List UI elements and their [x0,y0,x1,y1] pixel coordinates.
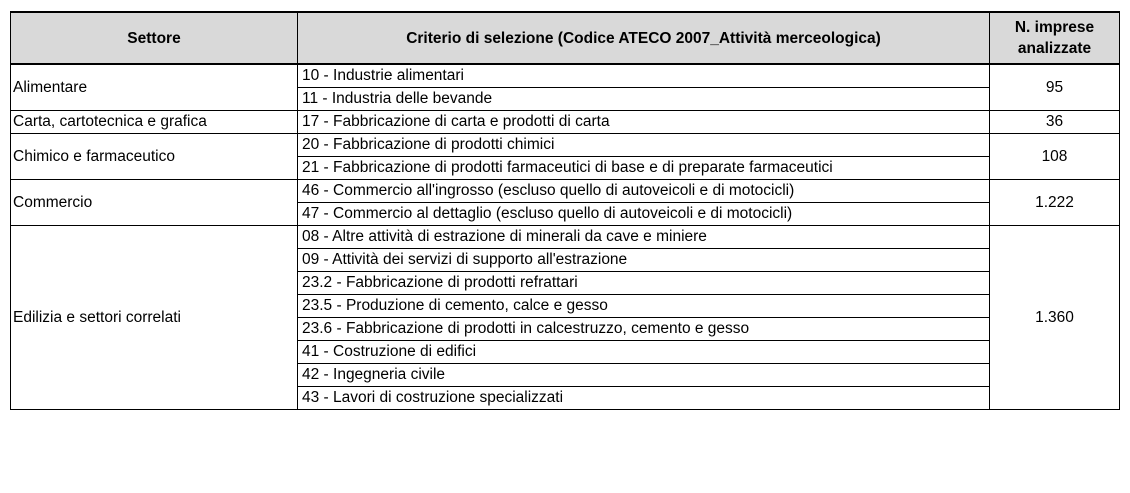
criterion-cell: 23.6 - Fabbricazione di prodotti in calcestruzzo, cemento e gesso [298,318,990,341]
header-settore: Settore [11,12,298,64]
table-row [11,180,1120,203]
table-body [11,64,1120,410]
header-row [11,12,1120,64]
criterion-cell: 43 - Lavori di costruzione specializzati [298,387,990,410]
table-header [11,12,1120,64]
header-n-imprese-line2: analizzate [1017,40,1092,57]
criterion-cell: 10 - Industrie alimentari [298,64,990,88]
count-cell: 108 [990,134,1120,180]
count-cell: 1.360 [990,226,1120,410]
criterion-cell: 20 - Fabbricazione di prodotti chimici [298,134,990,157]
table-row [11,111,1120,134]
table-row [11,226,1120,249]
count-cell: 95 [990,64,1120,111]
criterion-cell: 41 - Costruzione di edifici [298,341,990,364]
criterion-cell: 47 - Commercio al dettaglio (escluso quello di autoveicoli e di motocicli) [298,203,990,226]
criterion-cell: 21 - Fabbricazione di prodotti farmaceutici di base e di preparate farmaceutici [298,157,990,180]
count-cell: 36 [990,111,1120,134]
criterion-cell: 23.5 - Produzione di cemento, calce e gesso [298,295,990,318]
criterion-cell: 46 - Commercio all'ingrosso (escluso quello di autoveicoli e di motocicli) [298,180,990,203]
criterion-cell: 08 - Altre attività di estrazione di minerali da cave e miniere [298,226,990,249]
sector-cell: Carta, cartotecnica e grafica [11,111,298,134]
table-row [11,134,1120,157]
criterion-cell: 11 - Industria delle bevande [298,88,990,111]
sector-table [10,11,1120,410]
header-n-imprese [990,12,1120,64]
header-n-imprese-line1: N. imprese [1014,19,1095,36]
sector-cell: Chimico e farmaceutico [11,134,298,180]
sector-cell: Alimentare [11,64,298,111]
sector-cell: Edilizia e settori correlati [11,226,298,410]
criterion-cell: 42 - Ingegneria civile [298,364,990,387]
criterion-cell: 23.2 - Fabbricazione di prodotti refrattari [298,272,990,295]
header-criterio: Criterio di selezione (Codice ATECO 2007_Attività merceologica) [298,12,990,64]
criterion-cell: 09 - Attività dei servizi di supporto all'estrazione [298,249,990,272]
count-cell: 1.222 [990,180,1120,226]
criterion-cell: 17 - Fabbricazione di carta e prodotti di carta [298,111,990,134]
table-row [11,64,1120,88]
sector-cell: Commercio [11,180,298,226]
